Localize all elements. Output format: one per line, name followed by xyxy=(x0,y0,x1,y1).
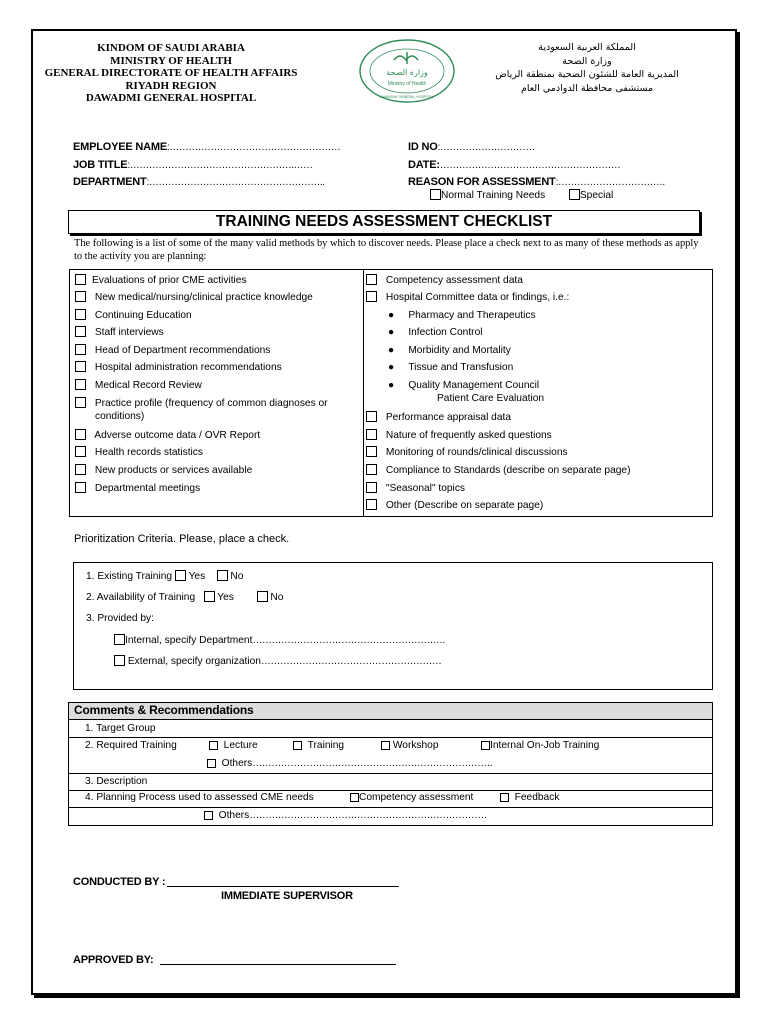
others-label: Others xyxy=(218,810,250,821)
provided-by-label: 3. Provided by: xyxy=(86,613,154,624)
checklist-item[interactable] xyxy=(75,446,203,459)
target-group-label: 1. Target Group xyxy=(85,723,156,734)
row-divider xyxy=(68,790,713,791)
committee-item: ● Quality Management Council xyxy=(388,380,540,391)
checkbox[interactable] xyxy=(366,464,377,475)
id-no-field[interactable]: ID NO:………………………… xyxy=(408,141,535,153)
training-option[interactable] xyxy=(293,740,344,751)
item-label: Monitoring of rounds/clinical discussions xyxy=(385,447,568,458)
item-label: "Seasonal" topics xyxy=(385,483,466,494)
workshop-option[interactable] xyxy=(381,740,439,751)
checkbox[interactable] xyxy=(75,464,86,475)
checklist-item[interactable] xyxy=(75,464,252,477)
feedback-option[interactable] xyxy=(500,792,559,803)
lecture-option[interactable] xyxy=(209,740,258,751)
date-label: DATE: xyxy=(408,159,440,171)
item-label: Tissue and Transfusion xyxy=(408,362,514,373)
internal-checkbox[interactable] xyxy=(114,634,125,645)
description-label: 3. Description xyxy=(85,776,148,787)
employee-name-label: EMPLOYEE NAME xyxy=(73,141,167,153)
checkbox[interactable] xyxy=(75,482,86,493)
conducted-by-signature-line[interactable] xyxy=(167,886,399,887)
item-label: Hospital administration recommendations xyxy=(94,362,282,373)
checkbox[interactable] xyxy=(75,446,86,457)
internal-ojt-label: Internal On-Job Training xyxy=(490,740,600,751)
normal-training-checkbox[interactable] xyxy=(430,189,441,200)
header-english xyxy=(36,42,306,105)
reason-label: REASON FOR ASSESSMENT xyxy=(408,176,556,188)
checkbox[interactable] xyxy=(75,326,86,337)
availability-training-row xyxy=(86,591,283,603)
item-label: Competency assessment data xyxy=(385,275,523,286)
item-label: Performance appraisal data xyxy=(385,412,511,423)
item-label: Medical Record Review xyxy=(94,380,202,391)
feedback-checkbox[interactable] xyxy=(500,793,509,802)
others-row-2[interactable]: Others………………………………………………………………… xyxy=(204,810,487,821)
committee-item: ● Tissue and Transfusion xyxy=(388,362,514,373)
conducted-by-label: CONDUCTED BY : xyxy=(73,876,166,888)
item-label: Health records statistics xyxy=(94,447,203,458)
form-title: TRAINING NEEDS ASSESSMENT CHECKLIST xyxy=(68,210,700,234)
checkbox[interactable] xyxy=(75,344,86,355)
checklist-item[interactable] xyxy=(366,446,568,459)
checkbox[interactable] xyxy=(366,411,377,422)
item-label: Infection Control xyxy=(408,327,483,338)
checklist-item[interactable] xyxy=(75,291,313,304)
employee-name-field[interactable]: EMPLOYEE NAME:……………………………………………… xyxy=(73,141,341,153)
internal-label: Internal, specify Department xyxy=(125,635,253,646)
header-line-ar: المديرية العامة للشئون الصحية بمنطقة الرياض xyxy=(495,69,679,80)
header-line: GENERAL DIRECTORATE OF HEALTH AFFAIRS xyxy=(44,67,298,80)
existing-training-row xyxy=(86,570,243,582)
checklist-divider xyxy=(363,269,364,517)
logo-ministry-text: Ministry of Health xyxy=(387,81,427,87)
checkbox[interactable] xyxy=(366,291,377,302)
approved-by-label: APPROVED BY: xyxy=(73,954,154,966)
checklist-item-continued: conditions) xyxy=(95,411,145,422)
prioritization-heading: Prioritization Criteria. Please, place a check. xyxy=(74,533,290,545)
checkbox[interactable] xyxy=(366,429,377,440)
internal-ojt-option[interactable] xyxy=(481,740,599,751)
intro-text: The following is a list of some of the many valid methods by which to discover needs. Please place a check next to as many of these methods as apply to the activity you are planning: xyxy=(74,238,699,262)
checkbox[interactable] xyxy=(366,274,377,285)
item-label: Head of Department recommendations xyxy=(94,345,271,356)
header-arabic xyxy=(452,41,722,95)
checklist-item[interactable] xyxy=(75,429,260,442)
reason-field[interactable]: REASON FOR ASSESSMENT:……………………………. xyxy=(408,176,665,188)
approved-by-signature-line[interactable] xyxy=(160,964,396,965)
no-label: No xyxy=(270,592,284,603)
availability-yes-checkbox[interactable] xyxy=(204,591,215,602)
availability-training-label: 2. Availability of Training xyxy=(86,592,196,603)
checklist-item[interactable] xyxy=(75,309,192,322)
feedback-label: Feedback xyxy=(514,792,560,803)
existing-no-checkbox[interactable] xyxy=(217,570,228,581)
normal-training-label: Normal Training Needs xyxy=(441,190,546,201)
required-training-label: 2. Required Training xyxy=(85,740,177,751)
competency-checkbox[interactable] xyxy=(350,793,359,802)
yes-label: Yes xyxy=(188,571,206,582)
internal-row[interactable]: Internal, specify Department……………………………………………………. xyxy=(114,634,445,646)
no-label: No xyxy=(230,571,244,582)
checkbox[interactable] xyxy=(366,482,377,493)
checklist-item[interactable] xyxy=(366,482,465,495)
checklist-item[interactable] xyxy=(366,291,569,304)
committee-item-continued: Patient Care Evaluation xyxy=(437,393,545,404)
workshop-checkbox[interactable] xyxy=(381,741,390,750)
item-label: Hospital Committee data or findings, i.e.: xyxy=(385,292,570,303)
comments-heading: Comments & Recommendations xyxy=(74,703,254,717)
logo-ring-text: DAWADMI GENERAL HOSPITAL xyxy=(380,95,434,99)
availability-no-checkbox[interactable] xyxy=(257,591,268,602)
yes-label: Yes xyxy=(217,592,234,603)
item-label: New medical/nursing/clinical practice knowledge xyxy=(94,292,313,303)
checkbox[interactable] xyxy=(75,274,86,285)
external-row[interactable]: External, specify organization………………………………………………… xyxy=(114,655,441,667)
row-divider xyxy=(68,737,713,738)
checklist-item[interactable] xyxy=(75,326,164,339)
reason-options xyxy=(430,189,613,201)
checkbox[interactable] xyxy=(366,446,377,457)
checkbox[interactable] xyxy=(75,397,86,408)
header-line-ar: المملكة العربية السعودية xyxy=(538,42,636,53)
training-label: Training xyxy=(307,740,345,751)
checkbox[interactable] xyxy=(366,499,377,510)
row-divider xyxy=(68,773,713,774)
item-label: Continuing Education xyxy=(94,310,192,321)
checklist-item[interactable] xyxy=(366,499,543,512)
department-field[interactable]: DEPARTMENT:……………………………………………….. xyxy=(73,176,325,188)
row-divider xyxy=(68,807,713,808)
job-title-field[interactable]: JOB TITLE:…………………………………………….…… xyxy=(73,159,313,171)
committee-item: ● Morbidity and Mortality xyxy=(388,345,511,356)
item-label: Quality Management Council xyxy=(408,380,540,391)
committee-item: ● Pharmacy and Therapeutics xyxy=(388,310,536,321)
checklist-item[interactable] xyxy=(75,344,270,357)
checklist-item[interactable] xyxy=(75,397,328,410)
checklist-item[interactable] xyxy=(75,361,282,374)
date-field[interactable]: DATE:………………………………………………… xyxy=(408,159,621,171)
item-label: Nature of frequently asked questions xyxy=(385,430,552,441)
item-label: New products or services available xyxy=(94,465,253,476)
checkbox[interactable] xyxy=(75,361,86,372)
checkbox[interactable] xyxy=(75,309,86,320)
training-checkbox[interactable] xyxy=(293,741,302,750)
others-checkbox[interactable] xyxy=(204,811,213,820)
checkbox[interactable] xyxy=(75,291,86,302)
header-line: MINISTRY OF HEALTH xyxy=(110,54,232,67)
competency-option[interactable] xyxy=(350,792,473,803)
existing-training-label: 1. Existing Training xyxy=(86,571,173,582)
header-line-ar: وزارة الصحة xyxy=(562,55,612,67)
item-label: Evaluations of prior CME activities xyxy=(92,275,247,286)
header-line: RIYADH REGION xyxy=(125,79,217,92)
checkbox[interactable] xyxy=(75,379,86,390)
existing-yes-checkbox[interactable] xyxy=(175,570,186,581)
item-label: Other (Describe on separate page) xyxy=(385,500,544,511)
job-title-label: JOB TITLE xyxy=(73,159,128,171)
planning-label: 4. Planning Process used to assessed CME needs xyxy=(85,792,314,803)
hospital-logo-icon xyxy=(358,38,456,104)
checklist-item[interactable] xyxy=(75,379,202,392)
others-label: Others xyxy=(221,758,253,769)
internal-ojt-checkbox[interactable] xyxy=(481,741,490,750)
others-checkbox[interactable] xyxy=(207,759,216,768)
id-no-label: ID NO xyxy=(408,141,438,153)
others-row-1[interactable]: Others…………………………………………………………………. xyxy=(207,758,492,769)
special-label: Special xyxy=(579,190,614,201)
department-label: DEPARTMENT xyxy=(73,176,147,188)
competency-label: Competency assessment xyxy=(359,792,474,803)
item-label: Adverse outcome data / OVR Report xyxy=(94,430,261,441)
checklist-item[interactable] xyxy=(75,274,247,287)
external-label: External, specify organization xyxy=(127,656,261,667)
checklist-table xyxy=(69,269,713,517)
item-label: Practice profile (frequency of common diagnoses or xyxy=(94,398,328,409)
lecture-label: Lecture xyxy=(223,740,258,751)
supervisor-label: IMMEDIATE SUPERVISOR xyxy=(221,890,353,902)
item-label: Pharmacy and Therapeutics xyxy=(408,310,536,321)
header-line-ar: مستشفى محافظة الدوادمي العام xyxy=(520,82,654,94)
lecture-checkbox[interactable] xyxy=(209,741,218,750)
external-checkbox[interactable] xyxy=(114,655,125,666)
special-checkbox[interactable] xyxy=(569,189,580,200)
header-line: DAWADMI GENERAL HOSPITAL xyxy=(85,92,257,105)
checklist-item[interactable] xyxy=(366,411,511,424)
checklist-item[interactable] xyxy=(75,482,200,495)
checklist-item[interactable] xyxy=(366,274,523,287)
checklist-item[interactable] xyxy=(366,464,631,477)
workshop-label: Workshop xyxy=(392,740,439,751)
committee-item: ● Infection Control xyxy=(388,327,483,338)
item-label: Staff interviews xyxy=(94,327,164,338)
checkbox[interactable] xyxy=(75,429,86,440)
item-label: Morbidity and Mortality xyxy=(408,345,511,356)
item-label: Departmental meetings xyxy=(94,483,201,494)
header-line: KINDOM OF SAUDI ARABIA xyxy=(97,42,245,54)
item-label: Compliance to Standards (describe on separate page) xyxy=(385,465,631,476)
checklist-item[interactable] xyxy=(366,429,552,442)
logo-arabic-text: وزارة الصحة xyxy=(386,68,428,77)
